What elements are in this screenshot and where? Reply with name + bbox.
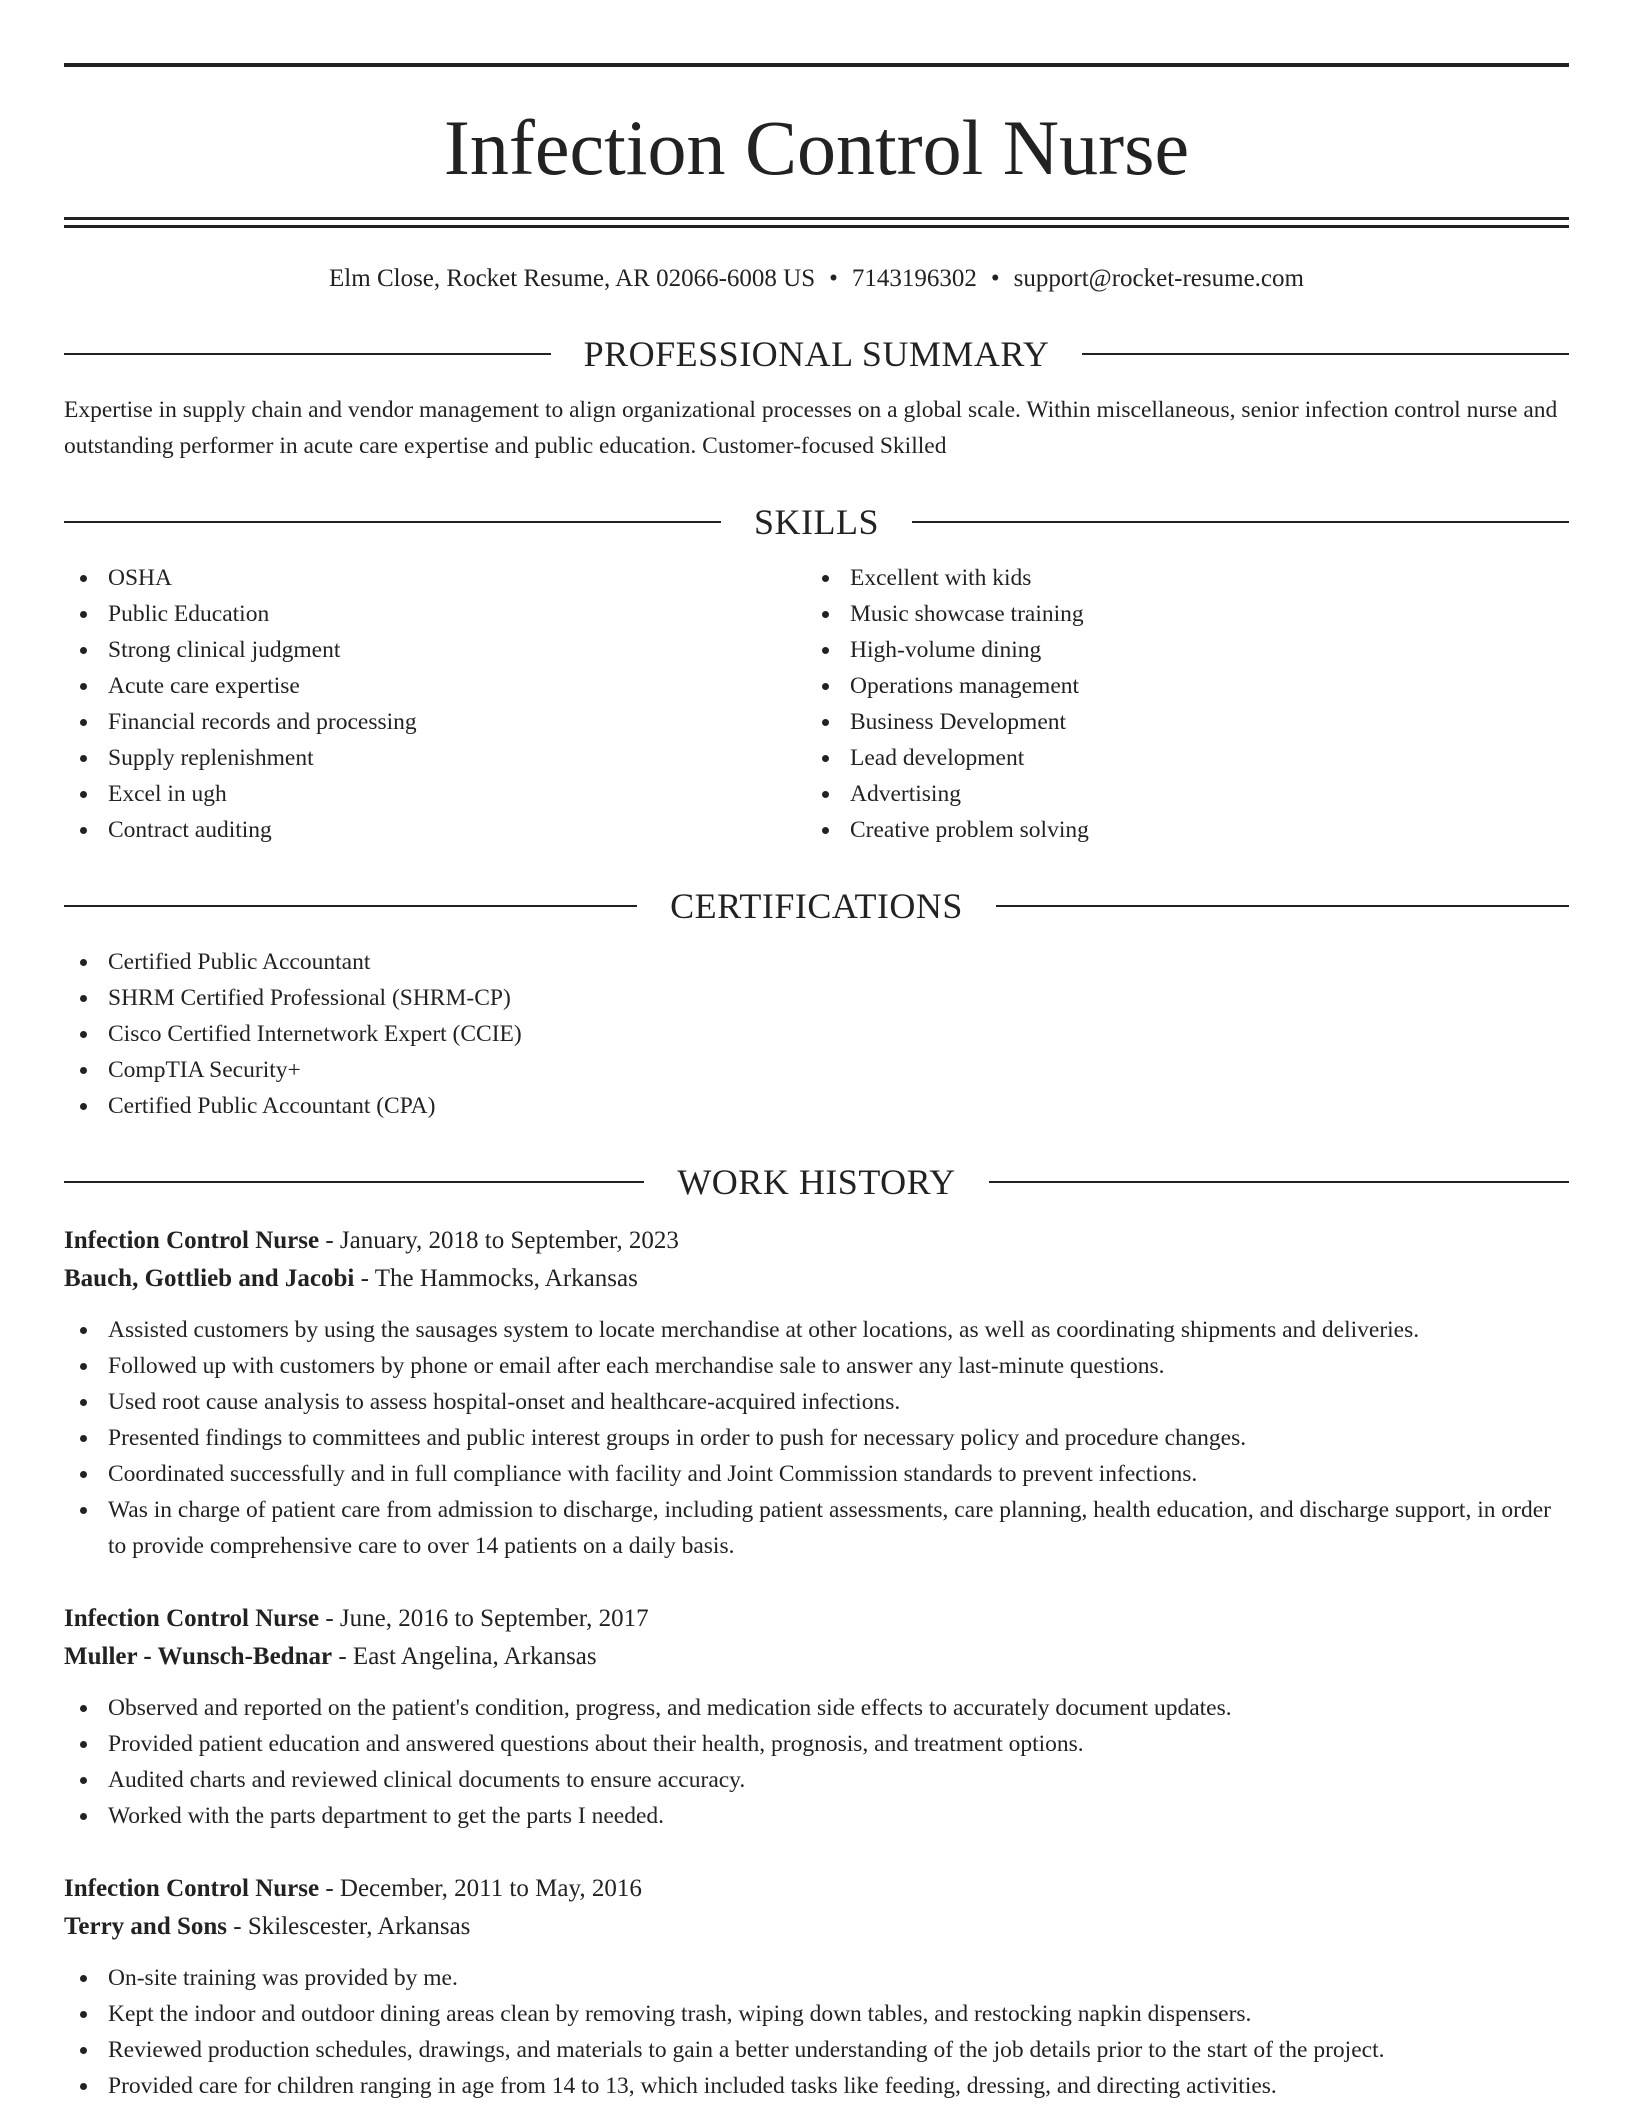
skill-item: Advertising	[806, 776, 1548, 812]
skill-item: OSHA	[64, 560, 806, 596]
job-title: Infection Control Nurse	[64, 1605, 320, 1632]
section-rule	[996, 905, 1569, 907]
skill-item: Strong clinical judgment	[64, 632, 806, 668]
contact-address: Elm Close, Rocket Resume, AR 02066-6008 US	[329, 265, 816, 292]
section-rule	[1082, 353, 1569, 355]
skill-item: Public Education	[64, 596, 806, 632]
skill-item: Music showcase training	[806, 596, 1548, 632]
skills-columns	[64, 560, 1569, 848]
job-location: - East Angelina, Arkansas	[332, 1643, 597, 1670]
job-location: - The Hammocks, Arkansas	[354, 1265, 638, 1292]
skill-item: Contract auditing	[64, 812, 806, 848]
contact-separator: •	[829, 265, 838, 292]
job-company-line	[64, 1908, 1569, 1946]
contact-email: support@rocket-resume.com	[1013, 265, 1304, 292]
job-bullet: Coordinated successfully and in full compliance with facility and Joint Commission standards to prevent infections.	[64, 1456, 1569, 1492]
job-entry	[64, 1870, 1569, 2104]
job-bullet: Used root cause analysis to assess hospital-onset and healthcare-acquired infections.	[64, 1384, 1569, 1420]
skill-item: Supply replenishment	[64, 740, 806, 776]
skills-list-right	[806, 560, 1548, 848]
section-title: SKILLS	[754, 502, 880, 542]
job-bullets	[64, 1960, 1569, 2104]
job-company-line	[64, 1638, 1569, 1676]
section-rule	[912, 521, 1569, 523]
section-rule	[64, 521, 721, 523]
job-bullet: Audited charts and reviewed clinical documents to ensure accuracy.	[64, 1762, 1569, 1798]
skill-item: Creative problem solving	[806, 812, 1548, 848]
job-company-line	[64, 1260, 1569, 1298]
certification-item: Certified Public Accountant (CPA)	[64, 1088, 1569, 1124]
double-rule	[64, 217, 1569, 228]
certifications-list	[64, 944, 1569, 1124]
job-bullet: Worked with the parts department to get the parts I needed.	[64, 1798, 1569, 1834]
skill-item: Financial records and processing	[64, 704, 806, 740]
job-company: Bauch, Gottlieb and Jacobi	[64, 1265, 355, 1292]
job-company: Terry and Sons	[64, 1913, 228, 1940]
job-title: Infection Control Nurse	[64, 1227, 320, 1254]
section-rule	[989, 1181, 1569, 1183]
certification-item: SHRM Certified Professional (SHRM-CP)	[64, 980, 1569, 1016]
job-bullet: Provided patient education and answered questions about their health, prognosis, and treatment options.	[64, 1726, 1569, 1762]
section-header-skills	[64, 500, 1569, 544]
job-dates: - December, 2011 to May, 2016	[319, 1875, 642, 1902]
section-rule	[64, 353, 551, 355]
contact-phone: 7143196302	[851, 265, 977, 292]
job-bullets	[64, 1312, 1569, 1564]
skill-item: Acute care expertise	[64, 668, 806, 704]
job-title-line	[64, 1870, 1569, 1908]
job-entry	[64, 1600, 1569, 1834]
job-title: Infection Control Nurse	[64, 1875, 320, 1902]
skill-item: Operations management	[806, 668, 1548, 704]
job-entry	[64, 1222, 1569, 1564]
section-rule	[64, 1181, 644, 1183]
job-bullet: Presented findings to committees and public interest groups in order to push for necessary policy and procedure changes.	[64, 1420, 1569, 1456]
job-location: - Skilescester, Arkansas	[227, 1913, 471, 1940]
section-rule	[64, 905, 637, 907]
section-header-work-history	[64, 1160, 1569, 1204]
contact-separator: •	[990, 265, 1000, 292]
top-rule	[64, 63, 1569, 67]
section-header-certifications	[64, 884, 1569, 928]
skills-list-left	[64, 560, 806, 848]
certification-item: Cisco Certified Internetwork Expert (CCIE)	[64, 1016, 1569, 1052]
job-bullet: Provided care for children ranging in age from 14 to 13, which included tasks like feeding, dressing, and directing activities.	[64, 2068, 1569, 2104]
section-title: WORK HISTORY	[677, 1162, 956, 1202]
section-title: CERTIFICATIONS	[670, 886, 963, 926]
skill-item: Lead development	[806, 740, 1548, 776]
job-company: Muller - Wunsch-Bednar	[64, 1643, 333, 1670]
certification-item: Certified Public Accountant	[64, 944, 1569, 980]
skill-item: Excel in ugh	[64, 776, 806, 812]
contact-line	[64, 262, 1569, 296]
job-bullet: Assisted customers by using the sausages system to locate merchandise at other locations, as well as coordinating shipments and deliveries.	[64, 1312, 1569, 1348]
job-title-line	[64, 1600, 1569, 1638]
skill-item: Business Development	[806, 704, 1548, 740]
job-bullets	[64, 1690, 1569, 1834]
job-title-line	[64, 1222, 1569, 1260]
summary-text: Expertise in supply chain and vendor management to align organizational processes on a global scale. Within miscellaneous, senior infection control nurse and outstanding performer in acute care expertise and public education. Customer-focused Skilled	[64, 397, 1558, 459]
resume-page	[64, 63, 1569, 2104]
job-bullet: Observed and reported on the patient's condition, progress, and medication side effects to accurately document updates.	[64, 1690, 1569, 1726]
resume-title: Infection Control Nurse	[443, 104, 1190, 191]
section-header-summary	[64, 332, 1569, 376]
job-bullet: On-site training was provided by me.	[64, 1960, 1569, 1996]
job-dates: - June, 2016 to September, 2017	[319, 1605, 649, 1632]
job-dates: - January, 2018 to September, 2023	[319, 1227, 679, 1254]
job-bullet: Reviewed production schedules, drawings, and materials to gain a better understanding of the job details prior to the start of the project.	[64, 2032, 1569, 2068]
skill-item: High-volume dining	[806, 632, 1548, 668]
job-bullet: Followed up with customers by phone or email after each merchandise sale to answer any last-minute questions.	[64, 1348, 1569, 1384]
skill-item: Excellent with kids	[806, 560, 1548, 596]
section-title: PROFESSIONAL SUMMARY	[583, 334, 1050, 374]
certification-item: CompTIA Security+	[64, 1052, 1569, 1088]
job-bullet: Was in charge of patient care from admission to discharge, including patient assessments, care planning, health education, and discharge support, in order to provide comprehensive care to over 14 patients on a daily basis.	[64, 1492, 1569, 1564]
job-bullet: Kept the indoor and outdoor dining areas clean by removing trash, wiping down tables, and restocking napkin dispensers.	[64, 1996, 1569, 2032]
